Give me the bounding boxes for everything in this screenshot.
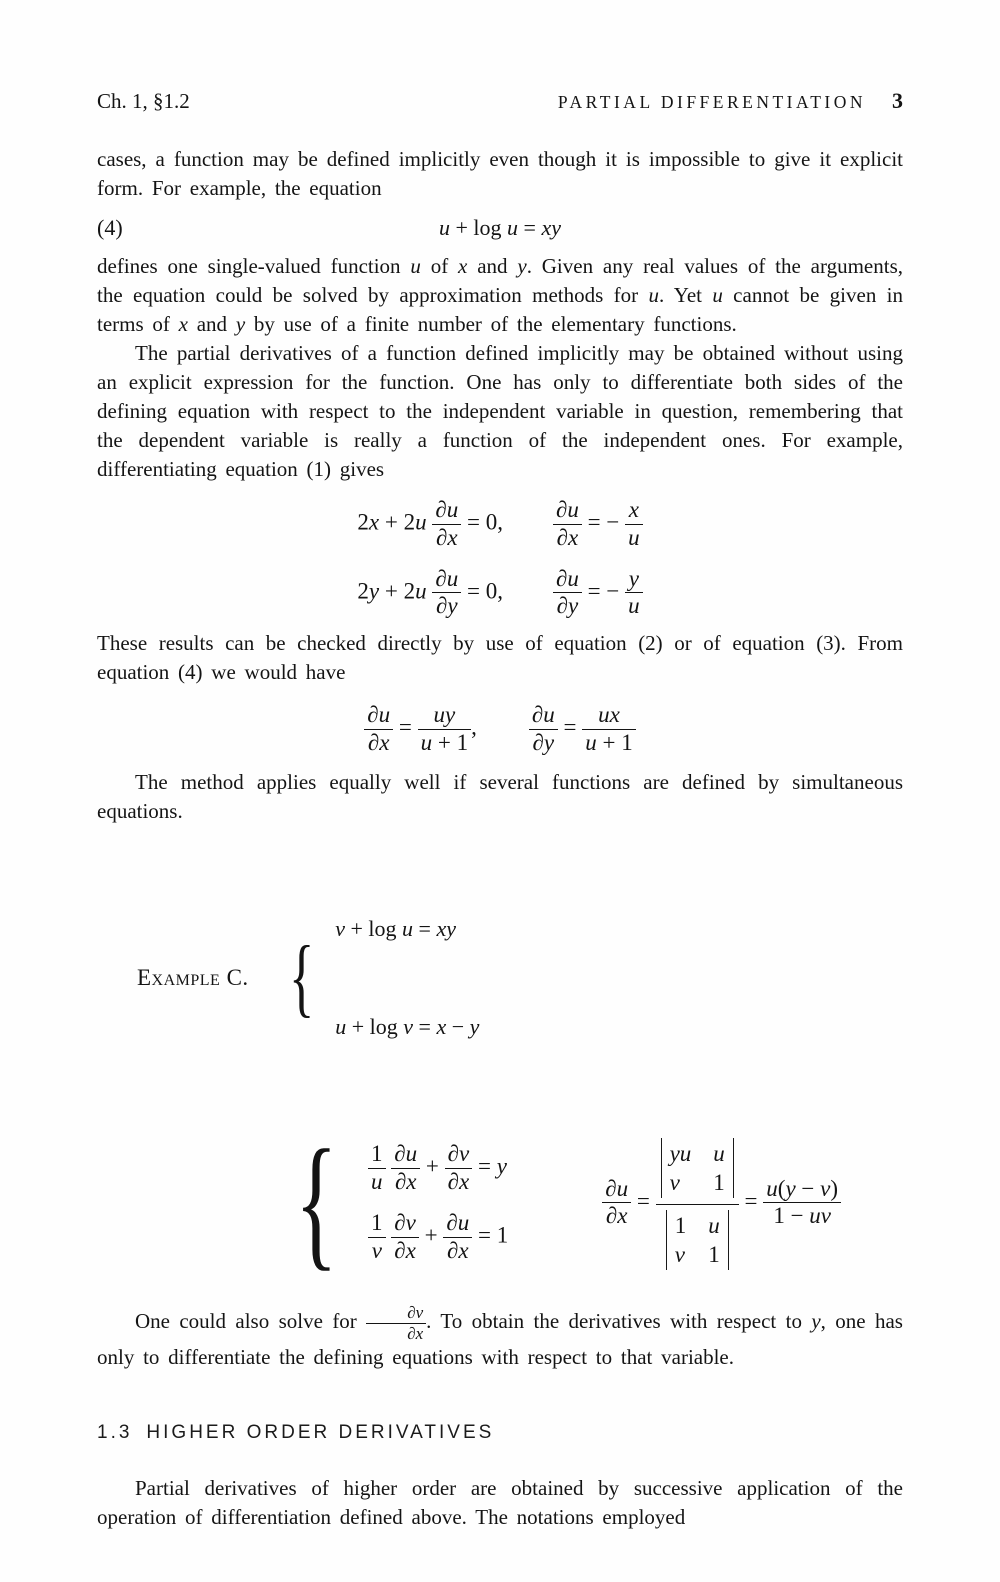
fraction-numerator: ∂u bbox=[602, 1177, 631, 1204]
equation-terms: = 0, bbox=[461, 509, 503, 535]
fraction-denominator: ∂x bbox=[394, 1237, 416, 1263]
fraction-numerator: ∂u bbox=[432, 567, 461, 594]
paragraph-check-results: These results can be checked directly by use of equation (2) or of equation (3). From equation (4) we would have bbox=[97, 631, 903, 685]
equation-number: (4) bbox=[97, 215, 123, 240]
matrix-cell: yu bbox=[669, 1140, 692, 1166]
fraction-numerator: ∂v bbox=[445, 1142, 473, 1169]
equation-du-dy-ux bbox=[529, 703, 636, 756]
fraction-denominator: ∂x bbox=[447, 1169, 470, 1195]
fraction-numerator: ∂v bbox=[391, 1211, 419, 1238]
system-equation-2 bbox=[368, 1211, 508, 1264]
fraction-result bbox=[763, 1177, 841, 1230]
fraction-denominator: u + 1 bbox=[585, 730, 633, 756]
fraction-du-dx bbox=[391, 1142, 420, 1195]
equation-du-dx-result bbox=[553, 498, 643, 551]
fraction-1-u bbox=[368, 1142, 386, 1195]
fraction-denominator: ∂x bbox=[367, 730, 390, 756]
fraction-denominator: u bbox=[371, 1169, 383, 1195]
fraction-denominator: ∂x bbox=[407, 1323, 424, 1343]
paragraph-text: . To obtain the derivatives with respect to y, one has only to differentiate the defining equations with respect to that variable. bbox=[97, 1309, 903, 1369]
fraction-du-dx bbox=[364, 703, 393, 756]
fraction-numerator: ux bbox=[582, 703, 635, 730]
fraction-numerator: ∂v bbox=[366, 1304, 426, 1324]
fraction-x-u bbox=[625, 498, 643, 551]
chapter-label: Ch. 1, §1.2 bbox=[97, 89, 190, 113]
fraction-du-dy bbox=[432, 567, 461, 620]
fraction-numerator: ∂u bbox=[443, 1211, 472, 1238]
paragraph-text: One could also solve for bbox=[135, 1309, 367, 1334]
determinant-solution bbox=[556, 1110, 841, 1296]
fraction-du-dx bbox=[432, 498, 461, 551]
paragraph-implicit-derivatives: The partial derivatives of a function defined implicitly may be obtained without using an explicit expression for the function. One has only to differentiate both sides of the defining equation with respect to the independent variable in question, remembering that the dependent variable is really a function of the independent ones. For example, differentiating equation (1) gives bbox=[97, 341, 903, 481]
fraction-du-dx bbox=[553, 498, 582, 551]
comma: , bbox=[471, 714, 477, 740]
matrix-row bbox=[675, 1211, 720, 1240]
page-number: 3 bbox=[892, 88, 903, 113]
equation-terms: = bbox=[557, 714, 583, 740]
example-c-block bbox=[137, 854, 903, 1102]
fraction-numerator: 1 bbox=[368, 1142, 386, 1169]
equation-terms: 2x + 2u bbox=[357, 509, 427, 535]
fraction-denominator: ∂x bbox=[436, 524, 458, 550]
fraction-denominator: ∂x bbox=[447, 1237, 469, 1263]
section-title: HIGHER ORDER DERIVATIVES bbox=[146, 1421, 495, 1443]
equation-terms: = 0, bbox=[461, 578, 503, 604]
fraction-numerator: y bbox=[625, 567, 643, 594]
fraction-denominator: 1 − uv bbox=[773, 1203, 832, 1229]
fraction-ux-u1 bbox=[582, 703, 635, 756]
paragraph-intro: cases, a function may be defined implicitly even though it is impossible to give it explicit form. For example, the equation bbox=[97, 147, 903, 200]
fraction-dv-dx bbox=[391, 1211, 419, 1264]
determinant-matrix-top bbox=[661, 1138, 734, 1198]
fraction-y-u bbox=[625, 567, 643, 620]
determinant-numerator bbox=[656, 1136, 739, 1205]
display-equations-differentiated bbox=[97, 498, 903, 619]
matrix-row bbox=[670, 1168, 725, 1197]
matrix-cell: 1 bbox=[708, 1241, 720, 1267]
fraction-du-dx bbox=[602, 1177, 631, 1230]
example-equation-2: u + log v = x − y bbox=[335, 1013, 480, 1039]
fraction-numerator: ∂u bbox=[529, 703, 558, 730]
running-header bbox=[97, 88, 903, 114]
fraction-denominator: ∂x bbox=[605, 1203, 628, 1229]
fraction-dv-dx bbox=[445, 1142, 473, 1195]
system-equations bbox=[368, 1142, 508, 1263]
left-brace: { bbox=[289, 929, 315, 1027]
determinant-matrix-bottom bbox=[666, 1210, 729, 1270]
section-number: 1.3 bbox=[97, 1421, 133, 1443]
example-label: Example C. bbox=[137, 964, 249, 990]
paragraph-defines: defines one single-valued function u of x and y. Given any real values of the arguments, the equation could be solved by approximation methods for u. Yet u cannot be given in terms of x and y by use of a finite number of the elementary functions. bbox=[97, 254, 903, 336]
equation-du-dy-result bbox=[553, 567, 643, 620]
fraction-numerator: uy bbox=[418, 703, 471, 730]
fraction-denominator: u + 1 bbox=[420, 730, 469, 756]
matrix-row bbox=[675, 1240, 720, 1269]
fraction-du-dy bbox=[529, 703, 558, 756]
equation-4 bbox=[97, 212, 903, 244]
equation-2y bbox=[357, 567, 503, 620]
left-brace: { bbox=[295, 1120, 338, 1285]
system-block bbox=[295, 1110, 903, 1296]
fraction-numerator: ∂u bbox=[391, 1142, 420, 1169]
fraction-denominator: u bbox=[628, 593, 640, 619]
fraction-denominator: ∂x bbox=[556, 524, 579, 550]
fraction-1-v bbox=[368, 1211, 386, 1264]
equation-terms: = y bbox=[472, 1153, 507, 1179]
matrix-cell: 1 bbox=[713, 1169, 725, 1195]
fraction-du-dx bbox=[443, 1211, 472, 1264]
example-equation-1: v + log u = xy bbox=[335, 915, 456, 941]
fraction-denominator: v bbox=[371, 1237, 382, 1263]
equation-2x bbox=[357, 498, 503, 551]
equation-terms: = bbox=[631, 1188, 656, 1214]
matrix-cell: u bbox=[713, 1140, 725, 1166]
fraction-denominator: ∂x bbox=[394, 1169, 417, 1195]
equation-terms: = bbox=[738, 1188, 764, 1214]
running-title: PARTIAL DIFFERENTIATION bbox=[557, 92, 866, 112]
fraction-numerator: 1 bbox=[368, 1211, 386, 1238]
paragraph-solve-dv-dx bbox=[97, 1304, 903, 1372]
fraction-numerator: x bbox=[625, 498, 643, 525]
fraction-denominator: ∂y bbox=[556, 593, 579, 619]
fraction-uy-u1 bbox=[418, 703, 471, 756]
equation-terms: = 1 bbox=[472, 1222, 509, 1248]
matrix-cell: v bbox=[674, 1241, 685, 1267]
equation-terms: = − bbox=[581, 509, 626, 535]
matrix-cell: 1 bbox=[674, 1212, 687, 1238]
fraction-dv-dx-inline bbox=[366, 1304, 426, 1343]
fraction-denominator: ∂y bbox=[532, 730, 555, 756]
equation-terms: + bbox=[420, 1153, 445, 1179]
fraction-numerator: ∂u bbox=[432, 498, 461, 525]
matrix-cell: v bbox=[669, 1169, 680, 1195]
fraction-denominator: u bbox=[628, 524, 640, 550]
equation-body: u + log u = xy bbox=[439, 215, 561, 240]
equation-terms: = − bbox=[581, 578, 626, 604]
matrix-cell: u bbox=[708, 1212, 720, 1238]
determinant-fraction bbox=[656, 1136, 739, 1270]
section-heading bbox=[97, 1422, 903, 1444]
determinant-denominator bbox=[656, 1205, 739, 1270]
fraction-numerator: u(y − v) bbox=[763, 1177, 841, 1204]
fraction-du-dy bbox=[553, 567, 582, 620]
matrix-row bbox=[670, 1139, 725, 1168]
fraction-numerator: ∂u bbox=[553, 567, 582, 594]
equation-du-dx-uy bbox=[364, 703, 477, 756]
system-equation-1 bbox=[368, 1142, 508, 1195]
paragraph-higher-order: Partial derivatives of higher order are obtained by successive application of the operation of differentiation defined above. The notations employed bbox=[97, 1475, 903, 1529]
equation-terms: + bbox=[418, 1222, 444, 1248]
example-equations bbox=[335, 854, 479, 1102]
fraction-denominator: ∂y bbox=[436, 593, 458, 619]
equation-terms: = bbox=[393, 714, 418, 740]
equation-terms: 2y + 2u bbox=[357, 578, 427, 604]
fraction-numerator: ∂u bbox=[553, 498, 582, 525]
fraction-numerator: ∂u bbox=[364, 703, 393, 730]
paragraph-method-applies: The method applies equally well if several functions are defined by simultaneous equations. bbox=[97, 769, 903, 823]
display-equations-from-eq4 bbox=[97, 703, 903, 756]
